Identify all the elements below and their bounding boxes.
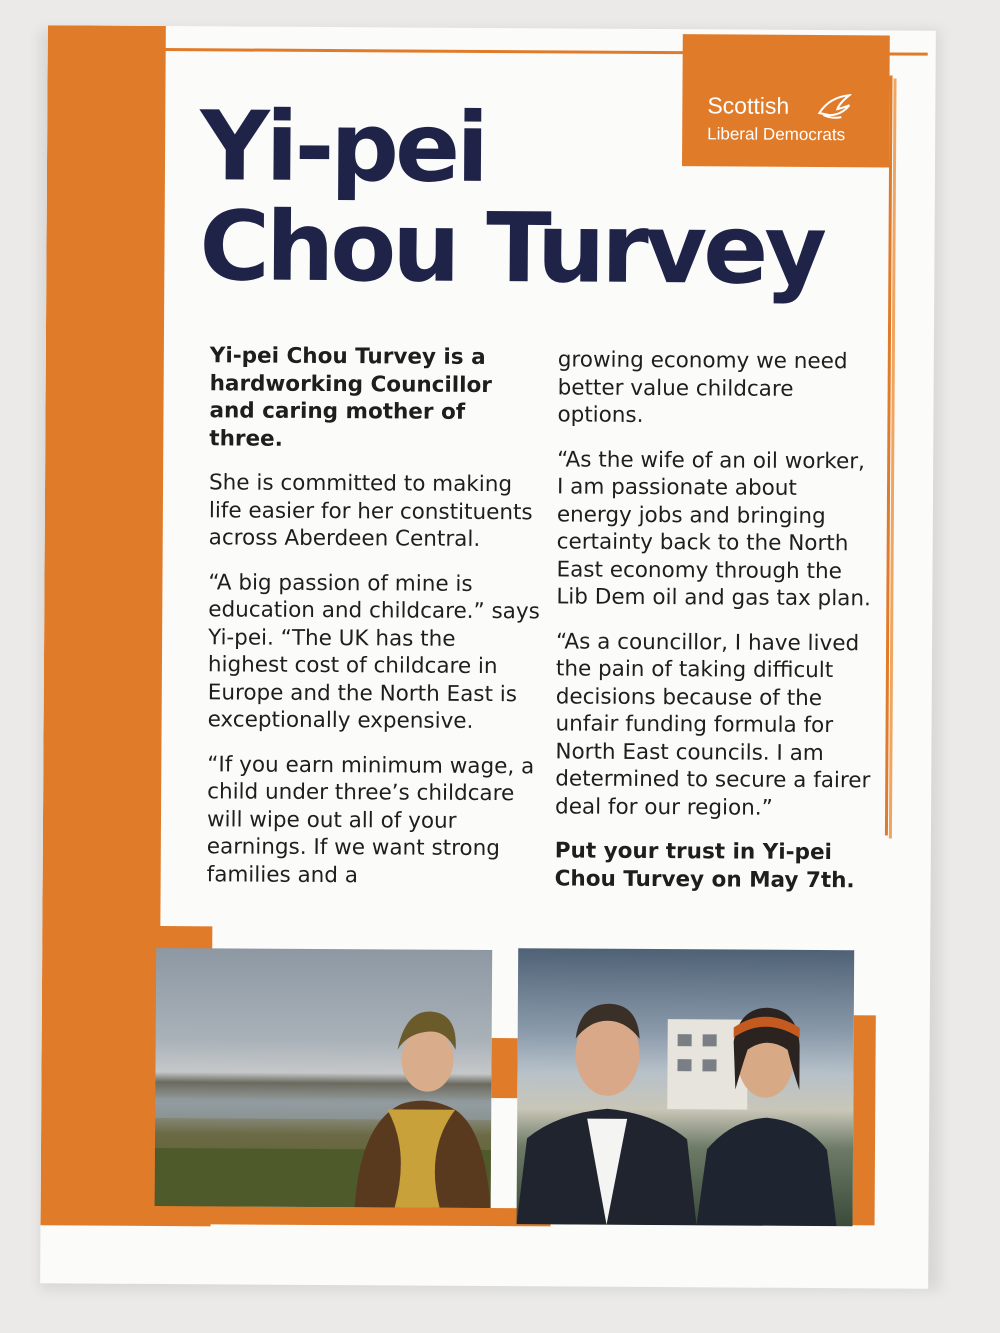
title-line-1: Yi-pei <box>199 90 486 204</box>
photo-candidate-coast <box>155 948 493 1208</box>
photo-candidate-with-colleague <box>517 948 855 1226</box>
campaign-leaflet <box>40 25 936 1288</box>
call-to-action <box>555 837 875 894</box>
page-title <box>199 90 824 307</box>
logo-line-2: Liberal Democrats <box>707 124 846 145</box>
call-to-action-text: Put your trust in Yi-pei Chou Turvey on May 7th. <box>554 838 855 893</box>
paragraph: She is committed to making life easier for her constituents across Aberdeen Central. <box>208 470 533 552</box>
text-column-right <box>554 346 877 911</box>
candidate-figure <box>155 948 493 1208</box>
logo-line-1: Scottish <box>707 92 790 119</box>
title-line-2: Chou Turvey <box>199 190 824 307</box>
orange-side-band <box>42 25 166 946</box>
paragraph: “If you earn minimum wage, a child under three’s childcare will wipe out all of your earnings. If we want strong families and a <box>206 751 535 888</box>
paragraph: “As the wife of an oil worker, I am passionate about energy jobs and bringing certainty back to the North East economy through the Lib Dem oil and gas tax plan. <box>556 446 871 612</box>
paragraph: “As a councillor, I have lived the pain of taking difficult decisions because of the unfair funding formula for North East councils. I am determined to secure a fairer deal for our region.” <box>555 628 871 821</box>
orange-accent <box>491 1038 517 1098</box>
orange-accent <box>853 1015 876 1225</box>
paragraph: growing economy we need better value childcare options. <box>557 347 848 428</box>
lead-paragraph: Yi-pei Chou Turvey is a hardworking Councillor and caring mother of three. <box>209 343 493 452</box>
paragraph: “A big passion of mine is education and childcare.” says Yi-pei. “The UK has the highest cost of childcare in Europe and the North East is exceptionally expensive. <box>207 569 540 734</box>
two-people-figure <box>517 948 855 1226</box>
text-column-left <box>206 342 541 907</box>
orange-accent <box>101 1206 551 1227</box>
